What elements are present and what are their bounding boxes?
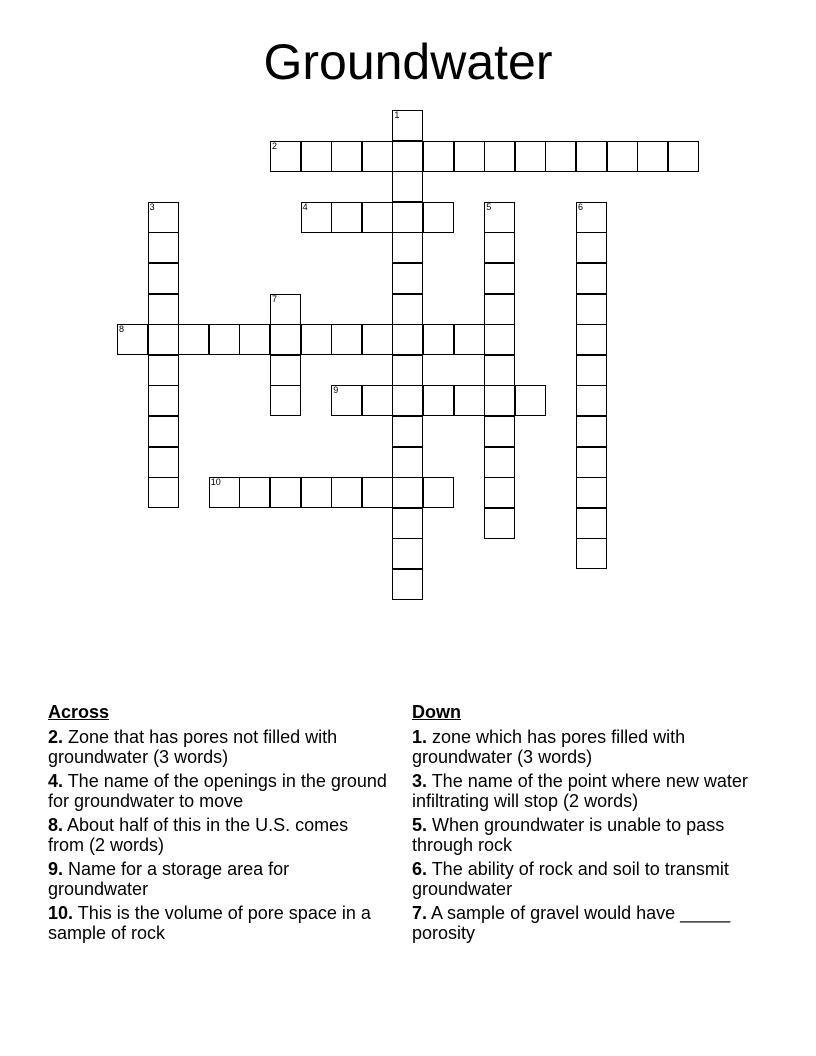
grid-cell[interactable]: [148, 202, 179, 233]
clue-text: The name of the point where new water infiltrating will stop (2 words): [412, 770, 748, 811]
grid-cell[interactable]: [576, 141, 607, 172]
grid-cell[interactable]: [576, 508, 607, 539]
grid-cell[interactable]: [148, 324, 179, 355]
grid-cell[interactable]: [484, 324, 515, 355]
grid-cell[interactable]: [331, 324, 362, 355]
clue-text: This is the volume of pore space in a sample of rock: [48, 902, 371, 943]
grid-cell[interactable]: [454, 385, 485, 416]
grid-cell[interactable]: [270, 294, 301, 325]
grid-cell[interactable]: [576, 355, 607, 386]
down-heading: Down: [412, 702, 461, 722]
clue-number-label: 8: [119, 324, 125, 335]
grid-cell[interactable]: [362, 477, 393, 508]
clue-text: The ability of rock and soil to transmit groundwater: [412, 858, 729, 899]
grid-cell[interactable]: [637, 141, 668, 172]
grid-cell[interactable]: [270, 477, 301, 508]
grid-cell[interactable]: [607, 141, 638, 172]
grid-cell[interactable]: [484, 141, 515, 172]
clue-number: 2.: [48, 726, 64, 747]
clue-number: 4.: [48, 770, 64, 791]
across-clue: [48, 859, 388, 900]
clue-text: When groundwater is unable to pass through rock: [412, 814, 725, 855]
clue-number-label: 10: [210, 477, 221, 488]
grid-cell[interactable]: [148, 294, 179, 325]
grid-cell[interactable]: [301, 324, 332, 355]
across-clues: [48, 702, 388, 947]
grid-cell[interactable]: [576, 263, 607, 294]
grid-cell[interactable]: [148, 232, 179, 263]
grid-cell[interactable]: [576, 477, 607, 508]
grid-cell[interactable]: [484, 232, 515, 263]
grid-cell[interactable]: [209, 324, 240, 355]
across-heading: Across: [48, 702, 110, 722]
grid-cell[interactable]: [270, 385, 301, 416]
clue-text: Zone that has pores not filled with groundwater (3 words): [48, 726, 338, 767]
clue-number: 7.: [412, 902, 428, 923]
across-clue: [48, 903, 388, 944]
clue-number: 1.: [412, 726, 428, 747]
grid-cell[interactable]: [117, 324, 148, 355]
grid-cell[interactable]: [576, 202, 607, 233]
down-clue: [412, 815, 752, 856]
grid-cell[interactable]: [454, 324, 485, 355]
grid-cell[interactable]: [392, 569, 423, 600]
grid-cell[interactable]: [270, 324, 301, 355]
grid-cell[interactable]: [362, 141, 393, 172]
grid-cell[interactable]: [484, 477, 515, 508]
clue-text: The name of the openings in the ground for groundwater to move: [48, 770, 387, 811]
grid-cell[interactable]: [392, 110, 423, 141]
grid-cell[interactable]: [392, 416, 423, 447]
grid-cell[interactable]: [301, 477, 332, 508]
clue-number-label: 1: [394, 110, 400, 120]
grid-cell[interactable]: [148, 385, 179, 416]
across-clue: [48, 771, 388, 812]
clue-number: 8.: [48, 814, 64, 835]
grid-cell[interactable]: [392, 171, 423, 202]
grid-cell[interactable]: [392, 202, 423, 233]
grid-cell[interactable]: [392, 447, 423, 478]
grid-cell[interactable]: [545, 141, 576, 172]
grid-cell[interactable]: [209, 477, 240, 508]
across-clue: [48, 727, 388, 768]
grid-cell[interactable]: [576, 416, 607, 447]
grid-cell[interactable]: [423, 141, 454, 172]
clue-number: 10.: [48, 902, 74, 923]
grid-cell[interactable]: [362, 324, 393, 355]
down-clue: [412, 727, 752, 768]
clue-number: 5.: [412, 814, 428, 835]
grid-cell[interactable]: [148, 447, 179, 478]
grid-cell[interactable]: [362, 385, 393, 416]
grid-cell[interactable]: [239, 324, 270, 355]
grid-cell[interactable]: [484, 202, 515, 233]
grid-cell[interactable]: [484, 447, 515, 478]
clue-text: Name for a storage area for groundwater: [48, 858, 290, 899]
grid-cell[interactable]: [515, 385, 546, 416]
grid-cell[interactable]: [392, 141, 423, 172]
grid-cell[interactable]: [392, 508, 423, 539]
grid-cell[interactable]: [148, 263, 179, 294]
clue-text: zone which has pores filled with groundwater (3 words): [412, 726, 686, 767]
grid-cell[interactable]: [576, 538, 607, 569]
grid-cell[interactable]: [515, 141, 546, 172]
grid-cell[interactable]: [392, 477, 423, 508]
grid-cell[interactable]: [392, 324, 423, 355]
down-clue: [412, 903, 752, 944]
grid-cell[interactable]: [239, 477, 270, 508]
down-clue: [412, 771, 752, 812]
clue-number-label: 6: [578, 201, 584, 212]
clue-number-label: 9: [333, 385, 339, 396]
grid-cell[interactable]: [423, 385, 454, 416]
grid-cell[interactable]: [576, 324, 607, 355]
grid-cell[interactable]: [148, 416, 179, 447]
clue-number: 6.: [412, 858, 428, 879]
clue-number: 3.: [412, 770, 428, 791]
down-clues: [412, 702, 752, 947]
grid-cell[interactable]: [668, 141, 699, 172]
clue-number-label: 4: [302, 201, 308, 212]
grid-cell[interactable]: [392, 355, 423, 386]
grid-cell[interactable]: [423, 202, 454, 233]
grid-cell[interactable]: [331, 202, 362, 233]
grid-cell[interactable]: [301, 202, 332, 233]
grid-cell[interactable]: [454, 141, 485, 172]
grid-cell[interactable]: [576, 447, 607, 478]
clue-number-label: 2: [272, 140, 278, 151]
grid-cell[interactable]: [576, 294, 607, 325]
grid-cell[interactable]: [331, 477, 362, 508]
clue-number-label: 3: [149, 201, 155, 212]
grid-cell[interactable]: [392, 263, 423, 294]
grid-cell[interactable]: [362, 202, 393, 233]
grid-cell[interactable]: [484, 263, 515, 294]
grid-cell[interactable]: [484, 416, 515, 447]
page-title: Groundwater: [263, 34, 553, 90]
grid-cell[interactable]: [392, 385, 423, 416]
grid-cell[interactable]: [178, 324, 209, 355]
grid-cell[interactable]: [576, 385, 607, 416]
clue-number-label: 5: [486, 201, 492, 212]
grid-cell[interactable]: [484, 385, 515, 416]
grid-cell[interactable]: [270, 355, 301, 386]
grid-cell[interactable]: [392, 232, 423, 263]
grid-cell[interactable]: [301, 141, 332, 172]
grid-cell[interactable]: [392, 294, 423, 325]
down-clue: [412, 859, 752, 900]
grid-cell[interactable]: [484, 294, 515, 325]
grid-cell[interactable]: [484, 508, 515, 539]
grid-cell[interactable]: [423, 477, 454, 508]
clue-text: A sample of gravel would have _____ porosity: [412, 902, 731, 943]
grid-cell[interactable]: [392, 538, 423, 569]
grid-cell[interactable]: [331, 385, 362, 416]
clue-number-label: 7: [272, 293, 278, 304]
grid-cell[interactable]: [576, 232, 607, 263]
grid-cell[interactable]: [423, 324, 454, 355]
clue-text: About half of this in the U.S. comes from (2 words): [48, 814, 349, 855]
grid-cell[interactable]: [331, 141, 362, 172]
clue-number: 9.: [48, 858, 64, 879]
grid-cell[interactable]: [148, 355, 179, 386]
across-clue: [48, 815, 388, 856]
grid-cell[interactable]: [270, 141, 301, 172]
grid-cell[interactable]: [484, 355, 515, 386]
grid-cell[interactable]: [148, 477, 179, 508]
